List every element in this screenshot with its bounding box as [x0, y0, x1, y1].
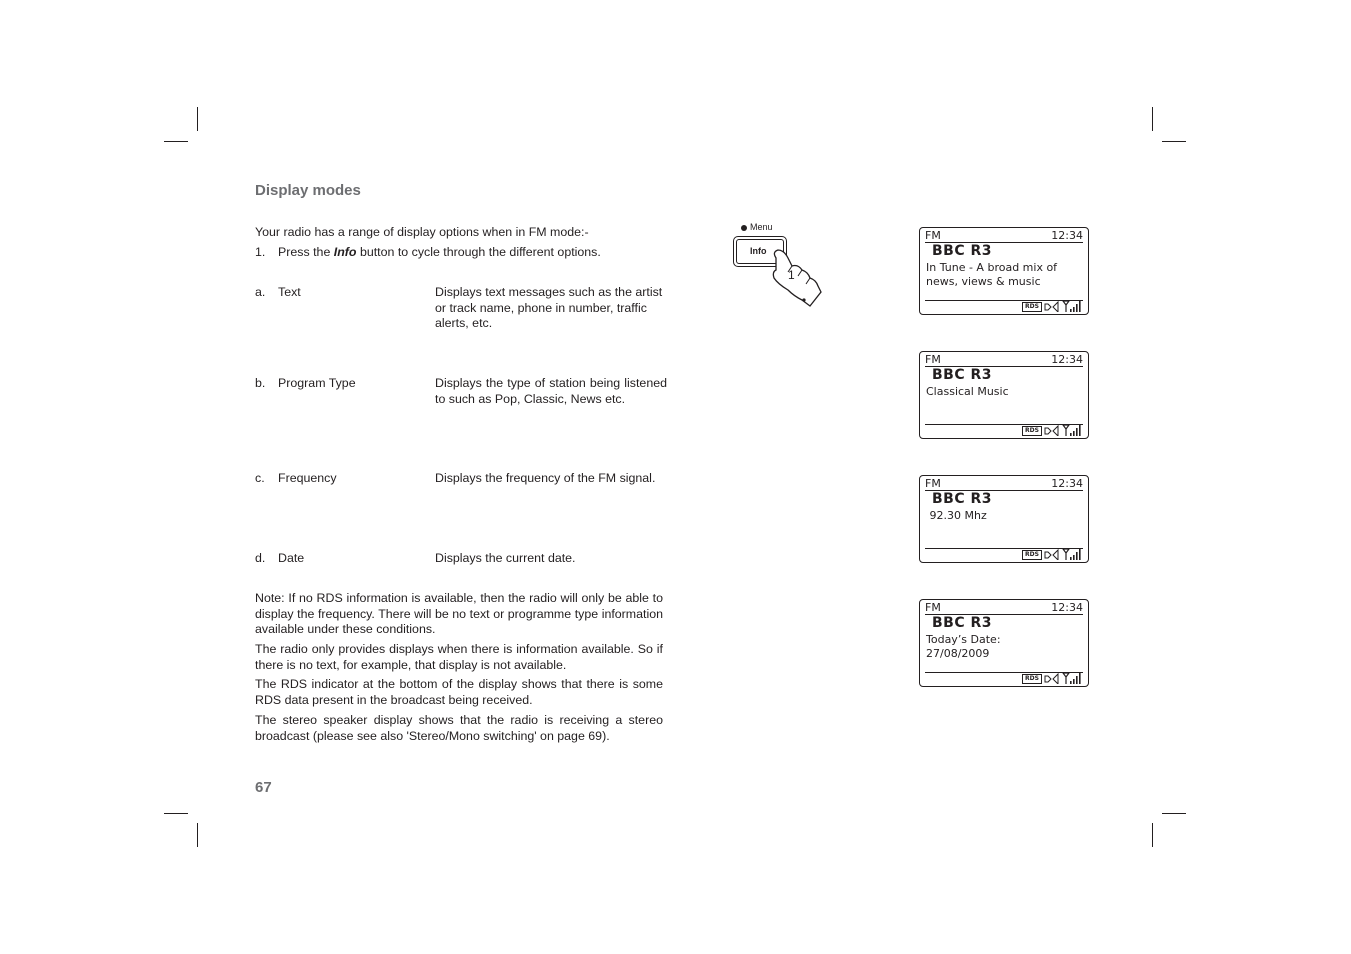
note-paragraph: Note: If no RDS information is available, then the radio will only be able to display the frequency. There will be no text or programme type information available under these conditions.	[255, 591, 663, 636]
step-text-before: Press the	[278, 245, 334, 259]
step-1	[255, 245, 601, 261]
band-label: FM	[925, 601, 941, 614]
stereo-speaker-icon	[1044, 301, 1060, 312]
signal-strength-icon	[1062, 300, 1082, 312]
menu-label: Menu	[750, 222, 773, 232]
crop-mark	[1162, 813, 1186, 814]
signal-strength-icon	[1062, 548, 1082, 560]
mode-description: Displays the current date.	[435, 551, 576, 565]
mode-name: Text	[278, 285, 301, 299]
signal-strength-icon	[1062, 424, 1082, 436]
rds-indicator-icon: RDS	[1022, 302, 1042, 312]
mode-letter: d.	[255, 551, 266, 565]
mode-description: Displays the frequency of the FM signal.	[435, 471, 656, 485]
signal-strength-icon	[1062, 672, 1082, 684]
press-count: 1	[788, 268, 795, 282]
info-button-illustration	[728, 222, 828, 312]
page-title: Display modes	[255, 182, 361, 199]
crop-mark	[1162, 141, 1186, 142]
lcd-screen	[919, 227, 1089, 315]
rds-indicator-icon: RDS	[1022, 426, 1042, 436]
stereo-speaker-icon	[1044, 549, 1060, 560]
crop-mark	[1152, 107, 1153, 131]
mode-letter: a.	[255, 285, 266, 299]
status-bar	[1022, 548, 1084, 560]
info-button-label: Info	[750, 246, 767, 256]
crop-mark	[197, 107, 198, 131]
note-paragraph: The RDS indicator at the bottom of the display shows that there is some RDS data present in the broadcast being received.	[255, 677, 663, 707]
info-text: In Tune - A broad mix of news, views & music	[926, 261, 1058, 288]
clock-time: 12:34	[1051, 353, 1083, 366]
status-bar	[1022, 424, 1084, 436]
note-paragraph: The radio only provides displays when there is information available. So if there is no text, for example, that display is not available.	[255, 642, 663, 672]
rds-indicator-icon: RDS	[1022, 550, 1042, 560]
info-text: Classical Music	[926, 385, 1009, 398]
lcd-screen	[919, 351, 1089, 439]
rds-indicator-icon: RDS	[1022, 674, 1042, 684]
clock-time: 12:34	[1051, 601, 1083, 614]
info-text: Today’s Date: 27/08/2009	[926, 633, 1001, 660]
intro-text: Your radio has a range of display options when in FM mode:-	[255, 225, 589, 239]
info-keyword: Info	[333, 245, 357, 259]
station-name: BBC R3	[932, 367, 993, 383]
step-text	[278, 245, 601, 261]
status-bar	[1022, 672, 1084, 684]
mode-description: Displays the type of station being listened to such as Pop, Classic, News etc.	[435, 376, 667, 406]
step-text-after: button to cycle through the different options.	[356, 245, 601, 259]
pressing-finger-icon	[728, 222, 828, 312]
lcd-screen	[919, 599, 1089, 687]
crop-mark	[197, 823, 198, 847]
mode-letter: c.	[255, 471, 265, 485]
mode-name: Program Type	[278, 376, 356, 390]
step-number: 1.	[255, 245, 266, 259]
status-bar	[1022, 300, 1084, 312]
page-number: 67	[255, 779, 272, 796]
station-name: BBC R3	[932, 491, 993, 507]
mode-name: Frequency	[278, 471, 337, 485]
band-label: FM	[925, 353, 941, 366]
station-name: BBC R3	[932, 243, 993, 259]
station-name: BBC R3	[932, 615, 993, 631]
band-label: FM	[925, 477, 941, 490]
stereo-speaker-icon	[1044, 673, 1060, 684]
lcd-screen	[919, 475, 1089, 563]
crop-mark	[1152, 823, 1153, 847]
mode-name: Date	[278, 551, 305, 565]
crop-mark	[164, 813, 188, 814]
crop-mark	[164, 141, 188, 142]
info-text: 92.30 Mhz	[926, 509, 987, 522]
band-label: FM	[925, 229, 941, 242]
mode-description: Displays text messages such as the artist or track name, phone in number, traffic alerts, etc.	[435, 285, 663, 330]
mode-letter: b.	[255, 376, 266, 390]
note-paragraph: The stereo speaker display shows that the radio is receiving a stereo broadcast (please see also 'Stereo/Mono switching' on page 69).	[255, 713, 663, 743]
stereo-speaker-icon	[1044, 425, 1060, 436]
clock-time: 12:34	[1051, 477, 1083, 490]
clock-time: 12:34	[1051, 229, 1083, 242]
